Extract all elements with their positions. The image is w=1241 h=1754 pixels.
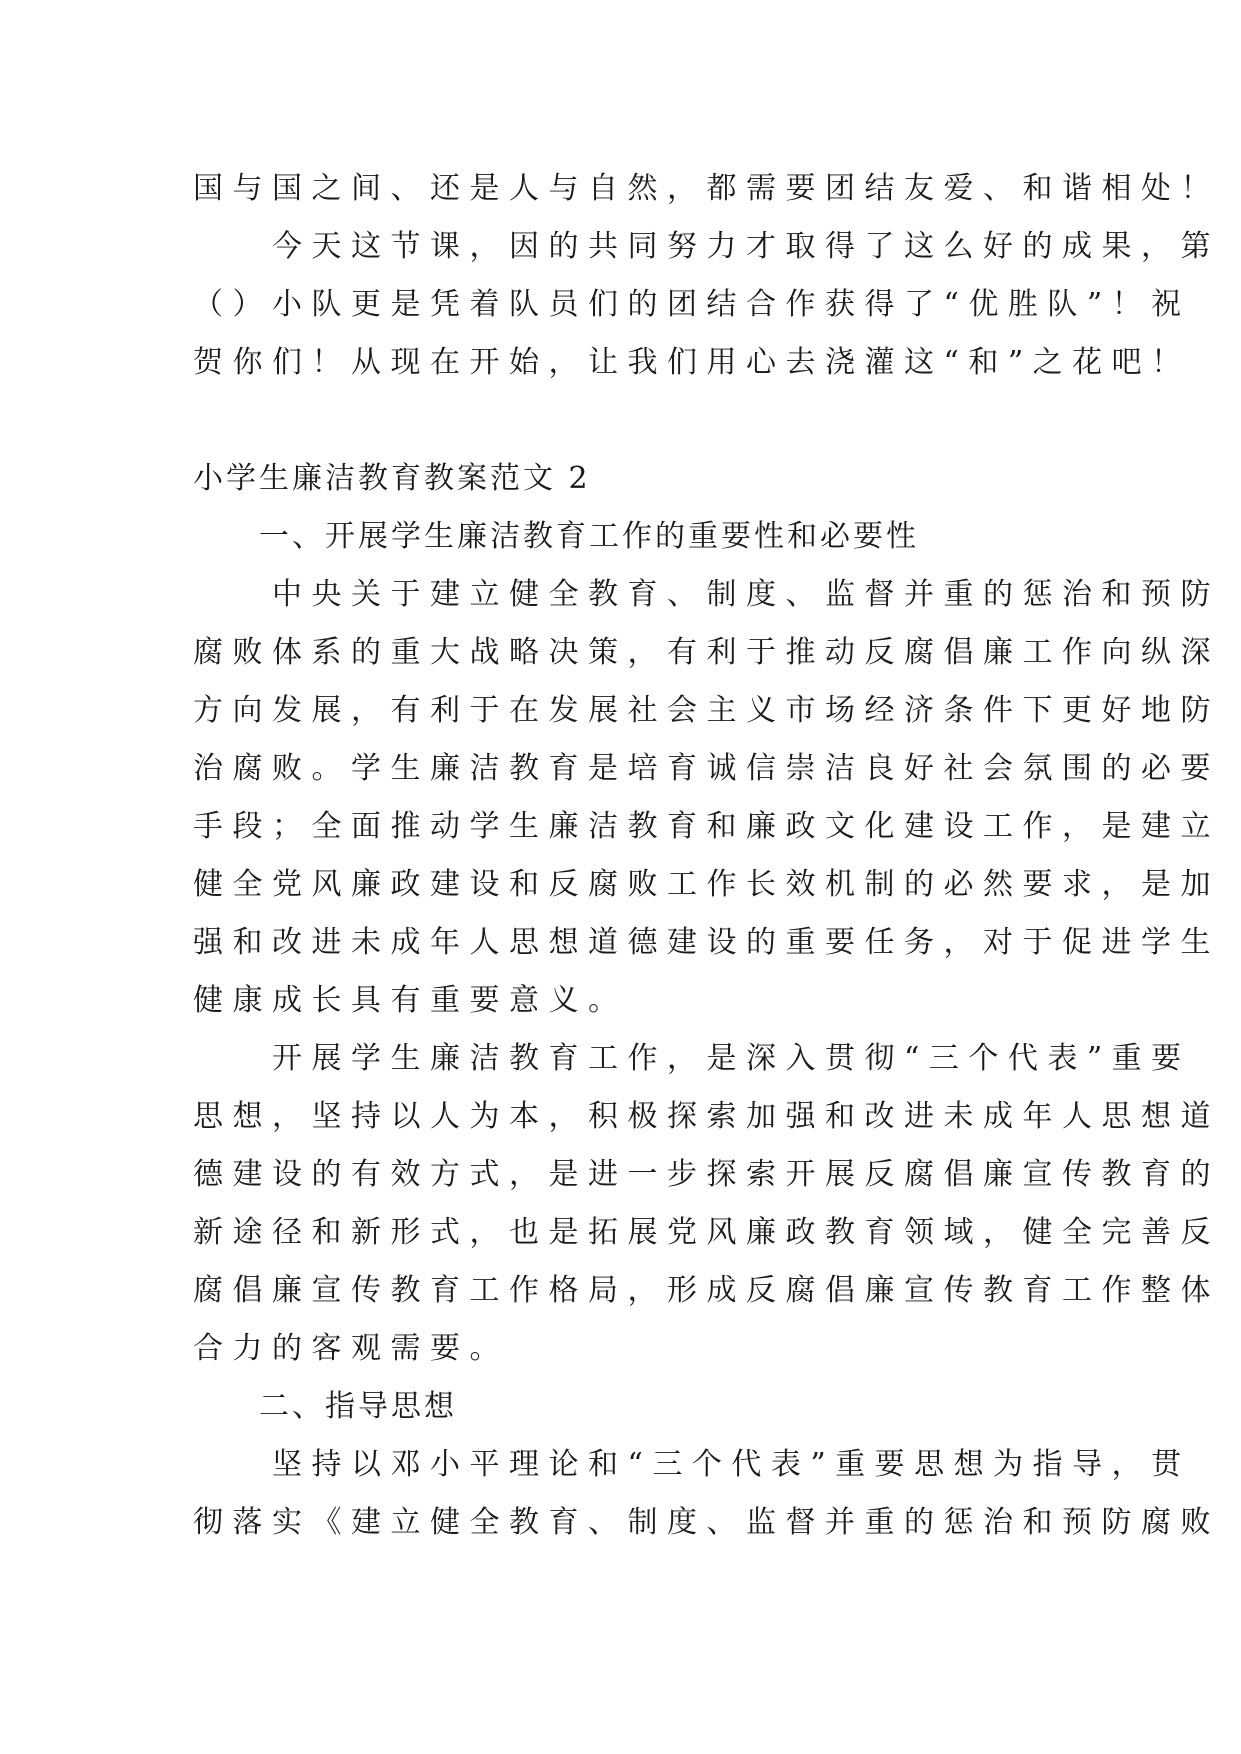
paragraph-importance [193, 566, 1220, 1030]
paragraph-guiding-thought [193, 1436, 1220, 1552]
text-line: 强和改进未成年人思想道德建设的重要任务，对于促进学生 [193, 925, 1220, 960]
heading-text: 二、指导思想 [193, 1389, 457, 1424]
text-line: 腐败体系的重大战略决策，有利于推动反腐倡廉工作向纵深 [193, 635, 1220, 670]
text-line: 国与国之间、还是人与自然，都需要团结友爱、和谐相处！ [193, 171, 1220, 206]
text-line: 健康成长具有重要意义。 [193, 983, 628, 1018]
text-line: 健全党风廉政建设和反腐败工作长效机制的必然要求，是加 [193, 867, 1220, 902]
text-line: 思想，坚持以人为本，积极探索加强和改进未成年人思想道 [193, 1099, 1220, 1134]
text-line: 合力的客观需要。 [193, 1331, 509, 1366]
heading-text: 一、开展学生廉洁教育工作的重要性和必要性 [193, 519, 919, 554]
paragraph-necessity [193, 1030, 1220, 1378]
heading-importance [193, 508, 1053, 566]
text-line: 坚持以邓小平理论和“三个代表”重要思想为指导，贯 [193, 1447, 1191, 1482]
section-spacer [193, 392, 1053, 450]
text-line: 今天这节课，因的共同努力才取得了这么好的成果，第 [193, 229, 1220, 264]
text-line: （）小队更是凭着队员们的团结合作获得了“优胜队”！祝 [193, 287, 1191, 322]
text-line: 彻落实《建立健全教育、制度、监督并重的惩治和预防腐败 [193, 1505, 1220, 1540]
text-line: 开展学生廉洁教育工作，是深入贯彻“三个代表”重要 [193, 1041, 1191, 1076]
text-line: 德建设的有效方式，是进一步探索开展反腐倡廉宣传教育的 [193, 1157, 1220, 1192]
text-line: 新途径和新形式，也是拓展党风廉政教育领域，健全完善反 [193, 1215, 1220, 1250]
text-line: 手段；全面推动学生廉洁教育和廉政文化建设工作，是建立 [193, 809, 1220, 844]
text-line: 中央关于建立健全教育、制度、监督并重的惩治和预防 [193, 577, 1220, 612]
text-line: 方向发展，有利于在发展社会主义市场经济条件下更好地防 [193, 693, 1220, 728]
text-line: 治腐败。学生廉洁教育是培育诚信崇洁良好社会氛围的必要 [193, 751, 1220, 786]
text-line: 腐倡廉宣传教育工作格局，形成反腐倡廉宣传教育工作整体 [193, 1273, 1220, 1308]
document-body [193, 160, 1220, 1552]
heading-guiding-thought [193, 1378, 1053, 1436]
document-title: 小学生廉洁教育教案范文 2 [193, 461, 591, 496]
text-line: 贺你们！从现在开始，让我们用心去浇灌这“和”之花吧！ [193, 345, 1191, 380]
section1-closing-paragraph [193, 160, 1220, 392]
